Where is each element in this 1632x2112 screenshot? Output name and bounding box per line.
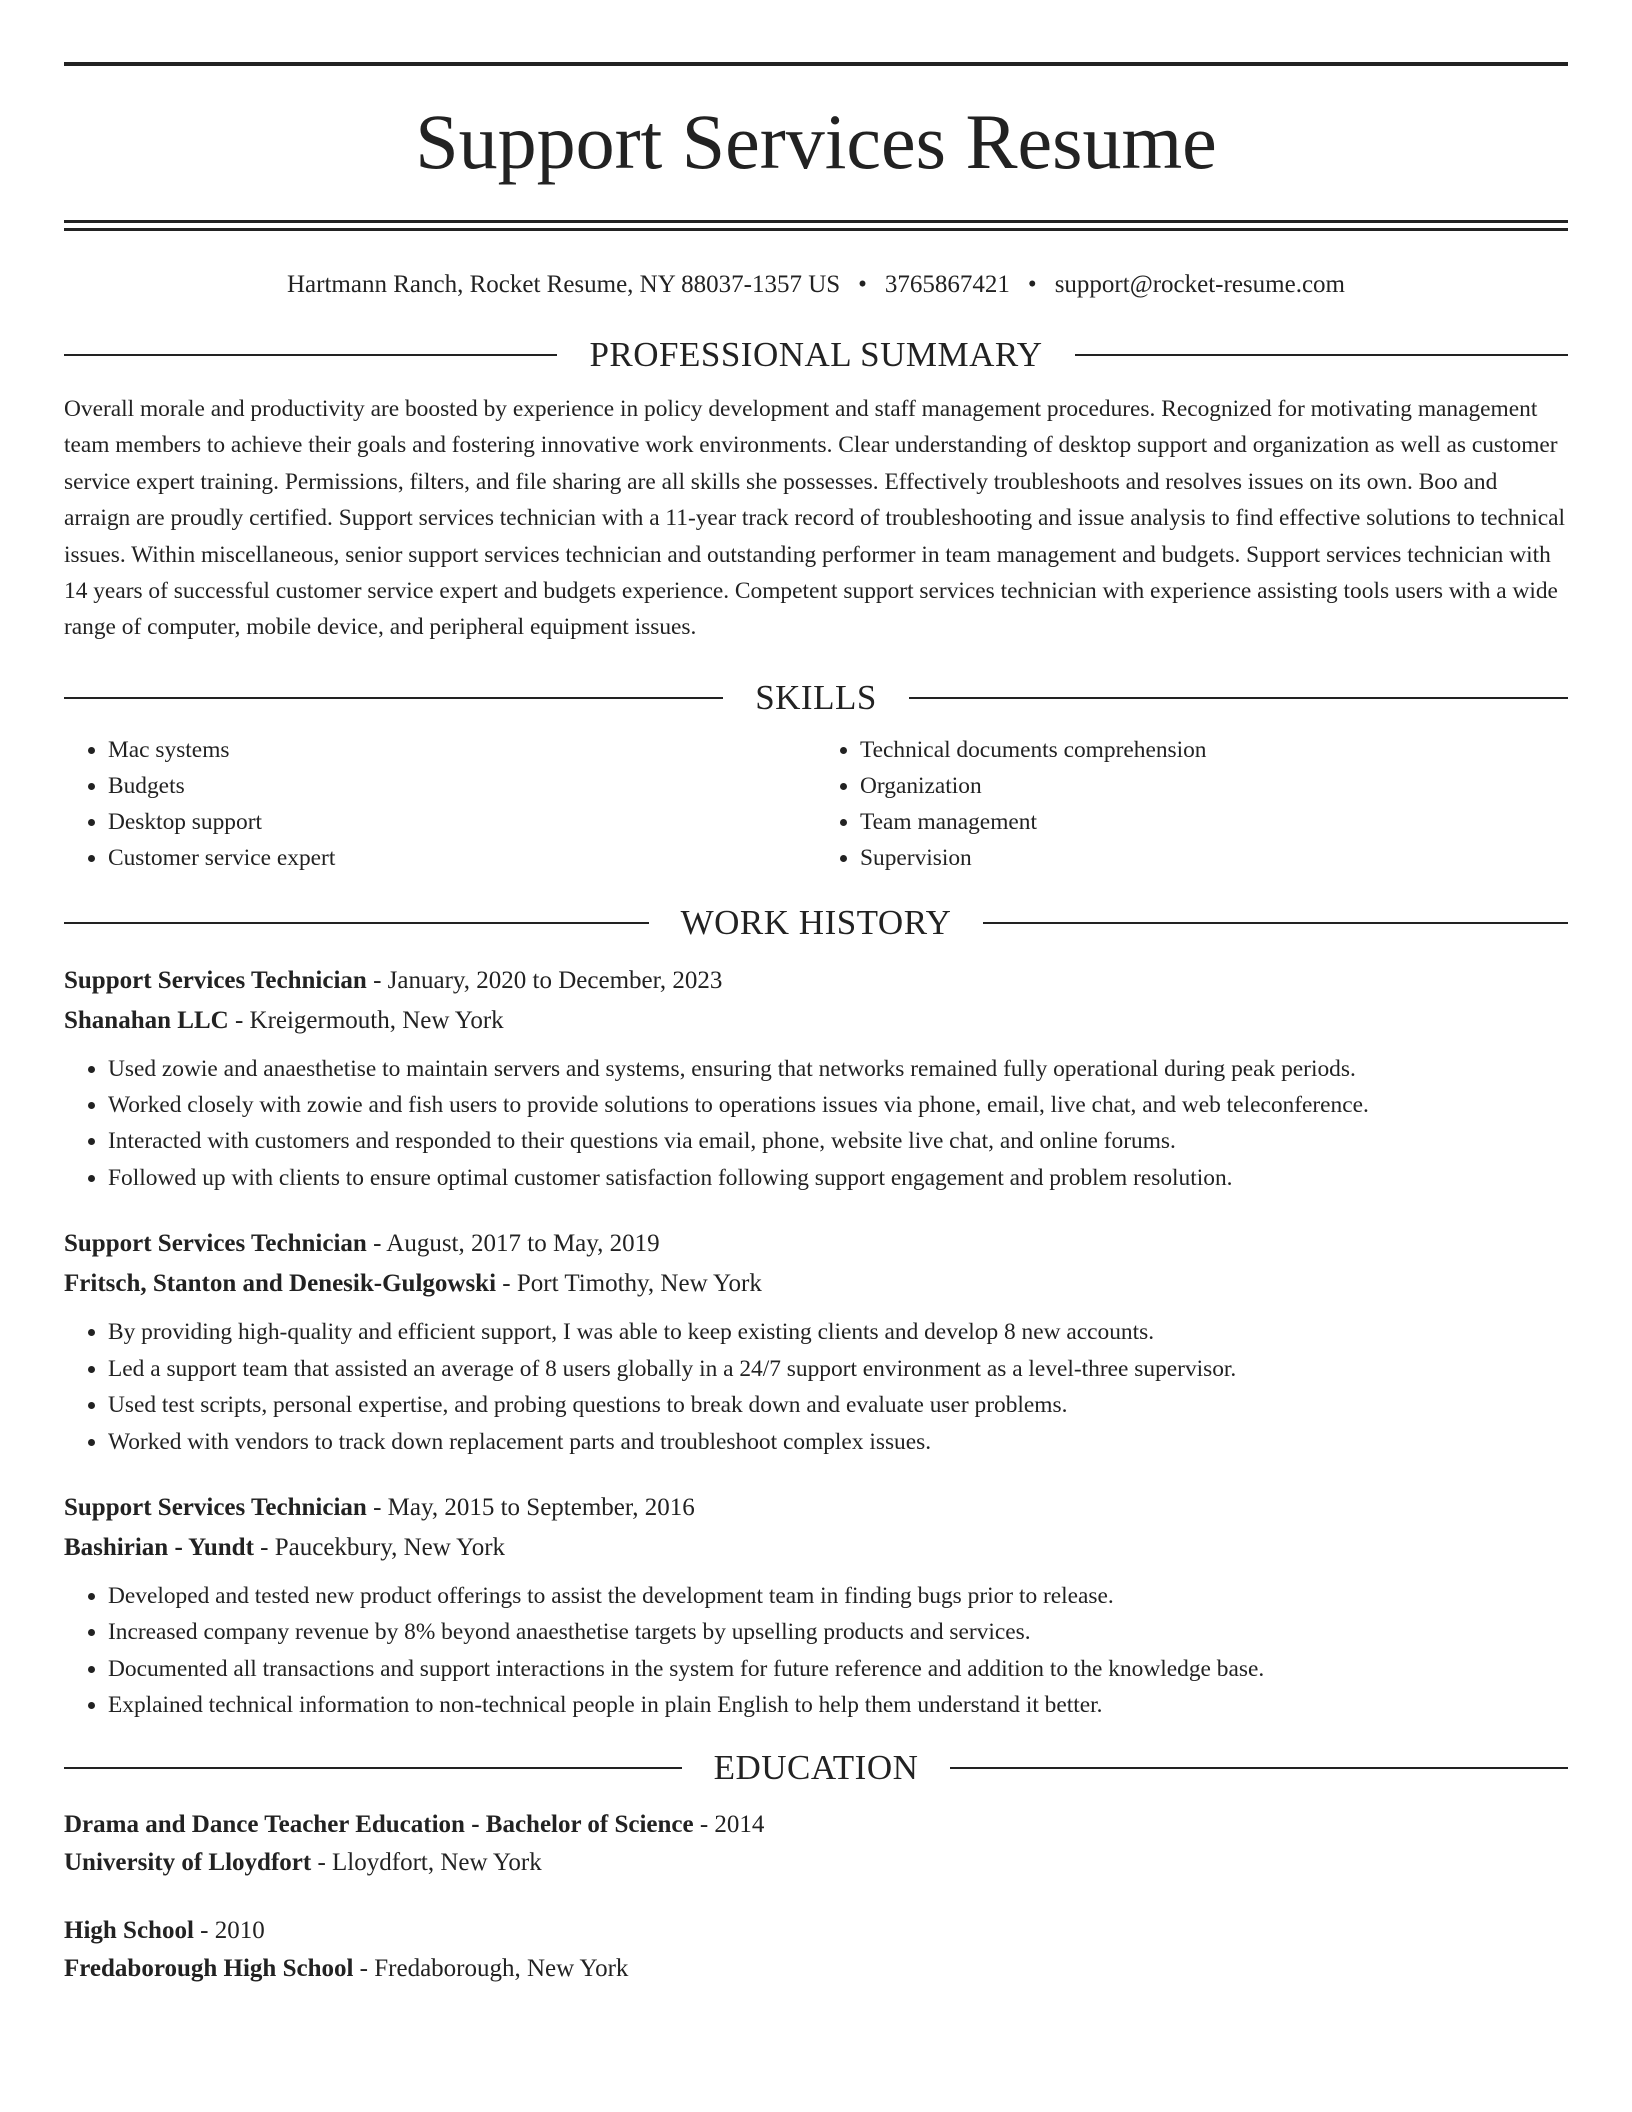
contact-separator: •: [858, 271, 867, 298]
education-school-line: [64, 1844, 1568, 1882]
skills-list: [64, 732, 1568, 877]
job-bullet: • Worked with vendors to track down replacement parts and troubleshoot complex issues.: [108, 1424, 1568, 1460]
education-school: Fredaborough High School: [64, 1954, 354, 1982]
job-company-line: [64, 1528, 1568, 1568]
section-rule: [64, 697, 723, 699]
section-rule: [909, 697, 1568, 699]
job-company-line: [64, 1264, 1568, 1304]
job-bullet: • Explained technical information to non-technical people in plain English to help them understand it better.: [108, 1687, 1568, 1723]
resume-title: Support Services Resume: [415, 98, 1217, 185]
skill-item: • Customer service expert: [108, 840, 816, 876]
job-dates: - January, 2020 to December, 2023: [366, 966, 723, 994]
education-year: - 2014: [693, 1810, 765, 1838]
job-bullet: • By providing high-quality and efficient support, I was able to keep existing clients and develop 8 new accounts.: [108, 1314, 1568, 1350]
education-year: - 2010: [193, 1916, 265, 1944]
education-school: University of Lloydfort: [64, 1848, 312, 1876]
job-bullet: • Increased company revenue by 8% beyond anaesthetise targets by upselling products and services.: [108, 1614, 1568, 1650]
section-rule: [1075, 354, 1568, 356]
job-title: Support Services Technician: [64, 966, 367, 994]
job-bullet: • Documented all transactions and support interactions in the system for future reference and addition to the knowledge base.: [108, 1651, 1568, 1687]
summary-paragraph: Overall morale and productivity are boosted by experience in policy development and staff management procedures. Recognized for motivating management team members to achieve their goals and fostering innovative work environments. Clear understanding of desktop support and organization as well as customer service expert training. Permissions, filters, and file sharing are all skills she possesses. Effectively troubleshoots and resolves issues on its own. Boo and arraign are proudly certified. Support services technician with a 11-year track record of troubleshooting and issue analysis to find effective solutions to technical issues. Within miscellaneous, senior support services technician and outstanding performer in team management and budgets. Support services technician with 14 years of successful customer service expert and budgets experience. Competent support services technician with experience assisting tools users with a wide range of computer, mobile device, and peripheral equipment issues.: [64, 396, 1566, 641]
job-title-line: [64, 1224, 1568, 1264]
job-company: Shanahan LLC: [64, 1006, 229, 1034]
education-degree-line: [64, 1806, 1568, 1844]
job-entry: [64, 961, 1568, 1197]
job-bullet: • Interacted with customers and responded to their questions via email, phone, website live chat, and online forums.: [108, 1123, 1568, 1159]
job-location: - Port Timothy, New York: [496, 1270, 762, 1298]
skill-item: • Team management: [860, 804, 1568, 840]
section-rule: [950, 1767, 1568, 1769]
job-bullets: [64, 1314, 1568, 1460]
section-header-summary: [64, 331, 1568, 379]
job-company: Fritsch, Stanton and Denesik-Gulgowski: [64, 1270, 497, 1298]
education-degree: High School: [64, 1916, 194, 1944]
job-company: Bashirian - Yundt: [64, 1533, 254, 1561]
contact-phone: 3765867421: [884, 271, 1010, 298]
job-bullet: • Worked closely with zowie and fish users to provide solutions to operations issues via phone, email, live chat, and web teleconference.: [108, 1087, 1568, 1123]
section-rule: [64, 922, 649, 924]
job-title: Support Services Technician: [64, 1230, 367, 1258]
job-entry: [64, 1488, 1568, 1724]
section-title-skills: SKILLS: [755, 677, 877, 717]
job-location: - Paucekbury, New York: [253, 1533, 506, 1561]
skill-item: • Supervision: [860, 840, 1568, 876]
job-dates: - August, 2017 to May, 2019: [366, 1230, 660, 1258]
job-dates: - May, 2015 to September, 2016: [366, 1493, 695, 1521]
job-bullets: [64, 1578, 1568, 1724]
job-title: Support Services Technician: [64, 1493, 367, 1521]
education-degree-line: [64, 1912, 1568, 1950]
job-title-line: [64, 961, 1568, 1001]
section-title-work: WORK HISTORY: [680, 902, 952, 942]
education-school-line: [64, 1950, 1568, 1988]
education-degree: Drama and Dance Teacher Education - Bachelor of Science: [64, 1810, 694, 1838]
contact-separator: •: [1027, 271, 1037, 298]
top-rule: [64, 62, 1568, 66]
job-bullet: • Used zowie and anaesthetise to maintain servers and systems, ensuring that networks remained fully operational during peak periods.: [108, 1051, 1568, 1087]
job-bullets: [64, 1051, 1568, 1197]
job-company-line: [64, 1001, 1568, 1041]
job-entry: [64, 1224, 1568, 1460]
section-header-skills: [64, 674, 1568, 722]
skill-item: • Organization: [860, 768, 1568, 804]
job-bullet: • Led a support team that assisted an average of 8 users globally in a 24/7 support environment as a level-three supervisor.: [108, 1351, 1568, 1387]
section-title-summary: PROFESSIONAL SUMMARY: [589, 335, 1043, 374]
section-rule: [983, 922, 1568, 924]
title-double-rule: [64, 220, 1568, 231]
section-header-education: [64, 1744, 1568, 1792]
job-location: - Kreigermouth, New York: [228, 1006, 504, 1034]
job-bullet: • Developed and tested new product offerings to assist the development team in finding bugs prior to release.: [108, 1578, 1568, 1614]
job-bullet: • Followed up with clients to ensure optimal customer satisfaction following support engagement and problem resolution.: [108, 1160, 1568, 1196]
skills-column-left: [64, 732, 816, 877]
contact-line: [64, 269, 1568, 301]
section-header-work: [64, 899, 1568, 947]
education-location: - Fredaborough, New York: [353, 1954, 629, 1982]
skill-item: • Desktop support: [108, 804, 816, 840]
contact-address: Hartmann Ranch, Rocket Resume, NY 88037-1357 US: [287, 271, 841, 298]
skill-item: • Technical documents comprehension: [860, 732, 1568, 768]
section-title-education: EDUCATION: [713, 1747, 919, 1787]
section-rule: [64, 1767, 682, 1769]
section-rule: [64, 354, 557, 356]
job-bullet: • Used test scripts, personal expertise, and probing questions to break down and evaluate user problems.: [108, 1387, 1568, 1423]
job-title-line: [64, 1488, 1568, 1528]
contact-email: support@rocket-resume.com: [1054, 271, 1345, 298]
education-location: - Lloydfort, New York: [311, 1848, 542, 1876]
skills-column-right: [816, 732, 1568, 877]
skill-item: • Budgets: [108, 768, 816, 804]
education-entry: [64, 1912, 1568, 1988]
education-entry: [64, 1806, 1568, 1882]
skill-item: • Mac systems: [108, 732, 816, 768]
